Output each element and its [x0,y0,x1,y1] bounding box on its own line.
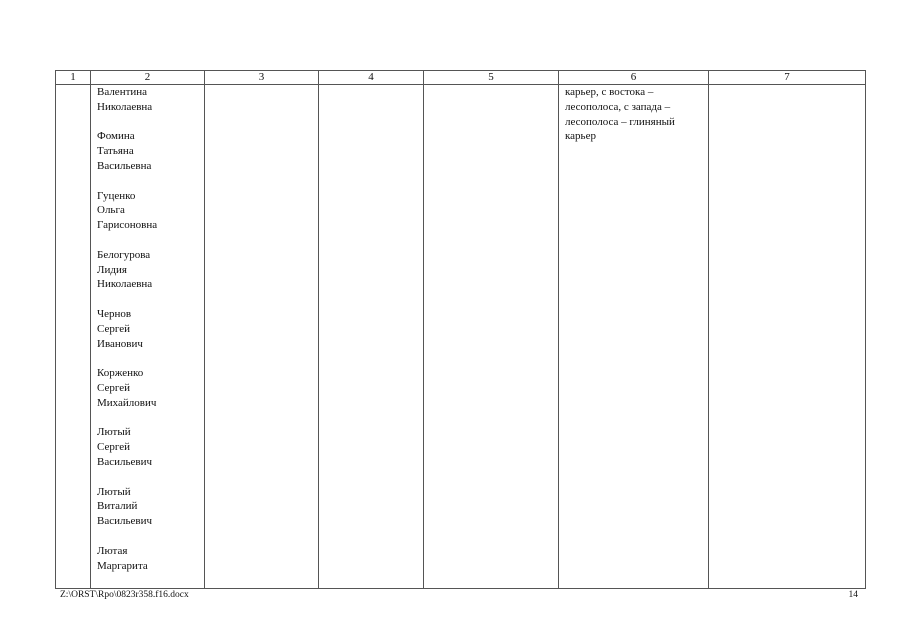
cell-col-4 [319,85,424,589]
name-line: Васильевна [97,159,152,172]
name-line: Сергей [97,441,130,454]
header-row [56,71,866,85]
list-item [97,189,204,233]
cell-col-6-description [559,85,709,589]
name-line: Иванович [97,337,143,350]
footer-file-path: Z:\ORST\Rpo\0823r358.f16.docx [60,590,189,600]
name-line: Николаевна [97,100,153,113]
list-item [97,85,204,115]
data-table [55,70,866,589]
column-header-3: 3 [205,71,319,85]
name-line: Лидия [97,263,127,276]
list-item [97,425,204,469]
name-line: Валентина [97,86,148,98]
list-item [97,129,204,173]
description-line: лесополоса, с запада – [565,100,671,113]
cell-col-7 [709,85,866,589]
table-row [56,85,866,589]
name-line: Гуценко [97,189,136,202]
column-header-6: 6 [559,71,709,85]
name-line: Татьяна [97,145,134,158]
name-line: Михайлович [97,396,157,409]
list-item [97,307,204,351]
name-line: Корженко [97,367,144,380]
name-line: Васильевич [97,515,152,528]
cell-col-5 [424,85,559,589]
column-header-2: 2 [91,71,205,85]
description-line: карьер [565,130,596,143]
list-item [97,248,204,292]
column-header-5: 5 [424,71,559,85]
name-line: Белогурова [97,248,151,261]
name-line: Сергей [97,322,130,335]
list-item [97,544,204,574]
page-number: 14 [848,590,858,600]
names-list [91,85,204,573]
name-line: Сергей [97,381,130,394]
name-line: Васильевич [97,455,152,468]
cell-col-2-names [91,85,205,589]
name-line: Чернов [97,307,132,320]
description-line: карьер, с востока – [565,86,654,98]
cell-col-1 [56,85,91,589]
cell-col-3 [205,85,319,589]
list-item [97,366,204,410]
name-line: Ольга [97,204,125,217]
name-line: Николаевна [97,278,153,291]
description-text [559,85,708,144]
column-header-7: 7 [709,71,866,85]
column-header-1: 1 [56,71,91,85]
name-line: Маргарита [97,559,148,572]
name-line: Лютый [97,485,131,498]
name-line: Гарисоновна [97,219,158,232]
list-item [97,485,204,529]
name-line: Лютая [97,544,128,557]
name-line: Фомина [97,130,135,143]
name-line: Лютый [97,426,131,439]
column-header-4: 4 [319,71,424,85]
name-line: Виталий [97,500,138,513]
description-line: лесополоса – глиняный [565,115,675,128]
